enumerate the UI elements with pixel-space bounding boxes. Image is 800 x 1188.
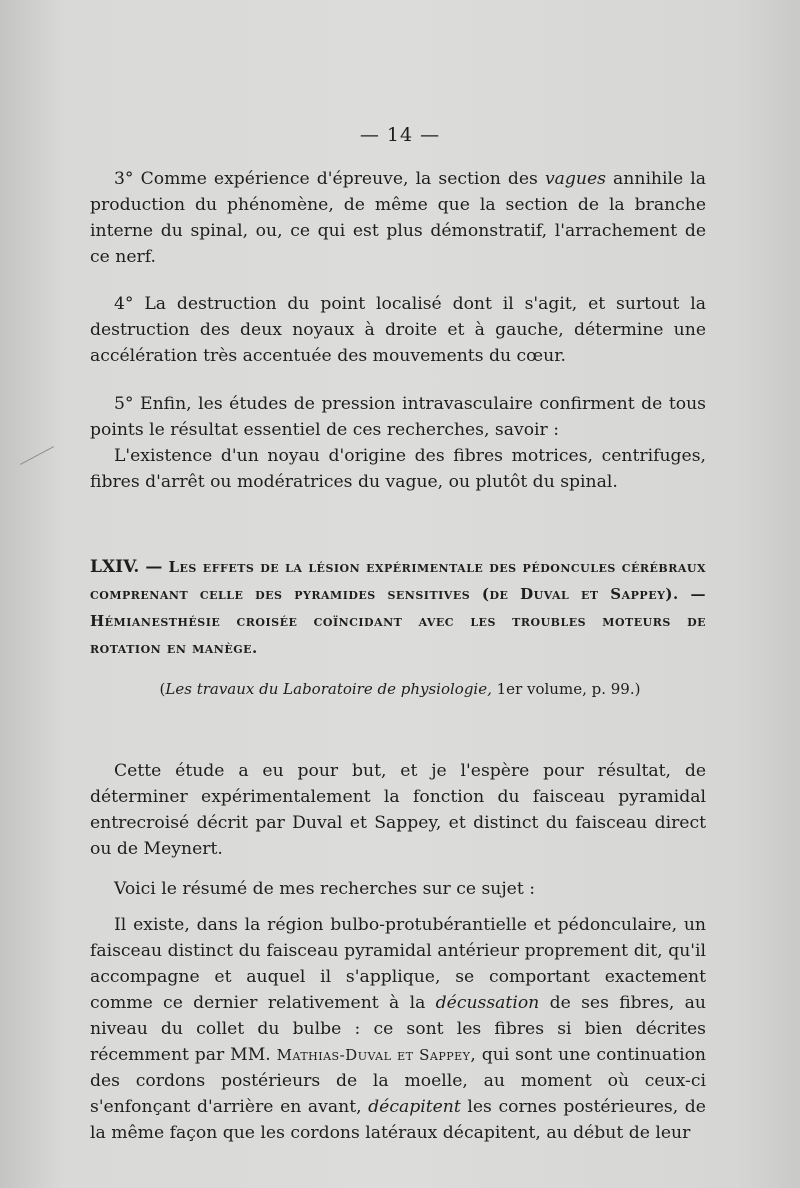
paragraph-7-text: Voici le résumé de mes recherches sur ce sujet :	[114, 879, 536, 899]
paragraph-3-lead: 3° Comme expérience d'épreuve, la section des	[114, 169, 545, 189]
paragraph-8-names: Mathias-Duval et Sappey	[276, 1046, 471, 1064]
paragraph-3	[90, 166, 706, 270]
paragraph-7	[90, 876, 706, 902]
paragraph-5	[90, 391, 706, 495]
paragraph-8-italic1: décussation	[435, 993, 540, 1013]
section-title-text: Les effets de la lésion expérimentale des pédoncules cérébraux comprenant celle des pyramides sensitives (de Duval et Sappey). — Hémianesthésie croisée coïncidant avec les troubles moteurs de rotation en manège.	[90, 558, 706, 657]
paragraph-4-text: 4° La destruction du point localisé dont il s'agit, et surtout la destruction des deux noyaux à droite et à gauche, détermine une accélération très accentuée des mouvements du cœur.	[90, 294, 706, 366]
paragraph-6-text: Cette étude a eu pour but, et je l'espère pour résultat, de déterminer expérimentalement la fonction du faisceau pyramidal entrecroisé décrit par Duval et Sappey, et distinct du faisceau direct ou de Meynert.	[90, 761, 706, 859]
section-title	[90, 554, 706, 662]
page-number: — 14 —	[359, 124, 441, 146]
paragraph-3-italic: vagues	[544, 169, 606, 189]
paragraph-8-part1: Il existe, dans la région bulbo-protubérantielle et pédonculaire, un faisceau distinct du faisceau pyramidal antérieur proprement dit, qu'il accompagne et auquel il s'applique, se comportant exactement comme ce dernier relativement à la	[90, 915, 706, 1013]
reference-italic: Les travaux du Laboratoire de physiologie,	[165, 680, 492, 698]
reference-rest: 1er volume, p. 99.)	[491, 680, 641, 698]
section-number: LXIV. —	[90, 557, 169, 577]
margin-pencil-mark	[20, 446, 54, 465]
paragraph-4	[90, 291, 706, 369]
reference-line	[0, 680, 800, 698]
paragraph-8-part3: , qui sont une continuation des cordons postérieurs de la moelle, au moment où ceux-ci s'enfonçant d'arrière en avant,	[90, 1045, 707, 1117]
paragraph-5b-text: L'existence d'un noyau d'origine des fibres motrices, centrifuges, fibres d'arrêt ou modératrices du vague, ou plutôt du spinal.	[90, 446, 706, 492]
paragraph-8-part4: les cornes postérieures, de la même façon que les cordons latéraux décapitent, au début de leur	[90, 1097, 706, 1143]
paragraph-6	[90, 758, 706, 862]
reference-open: (	[159, 680, 166, 698]
paragraph-3-rest: annihile la production du phénomène, de même que la section de la branche interne du spinal, ou, ce qui est plus démonstratif, l'arrachement de ce nerf.	[90, 169, 706, 267]
paragraph-8-italic2: décapitent	[368, 1097, 461, 1117]
paragraph-8-part2: de ses fibres, au niveau du collet du bulbe : ce sont les fibres si bien décrites récemment par MM.	[90, 993, 706, 1065]
paragraph-8	[90, 912, 706, 1146]
paragraph-5-text: 5° Enfin, les études de pression intravasculaire confirment de tous points le résultat essentiel de ces recherches, savoir :	[90, 394, 706, 440]
